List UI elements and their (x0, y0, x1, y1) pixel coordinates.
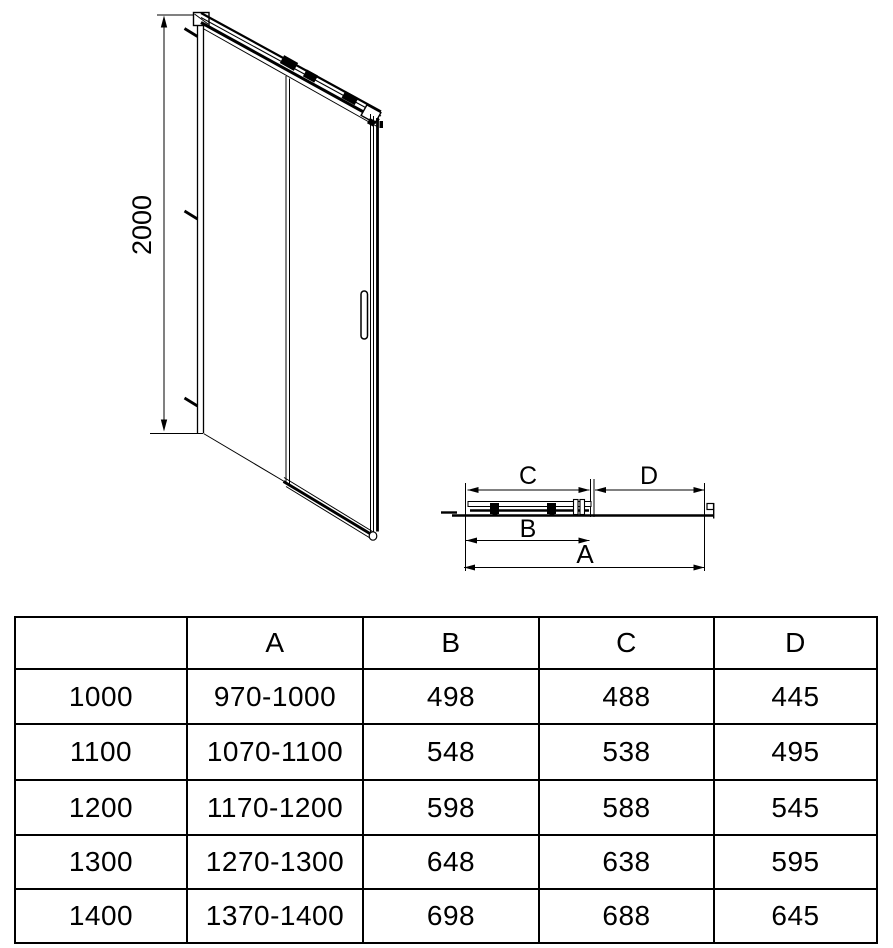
dimension-a (464, 539, 705, 571)
wall-bracket-plan (707, 504, 714, 510)
table-row (16, 725, 876, 781)
dimension-a-label: A (576, 539, 594, 569)
value-cell-b: 598 (364, 781, 540, 836)
height-dimension-label: 2000 (127, 194, 157, 256)
value-cell-d: 445 (715, 670, 876, 725)
header-cell-a: A (188, 618, 364, 670)
height-dimension (127, 15, 203, 434)
value-cell-a: 970-1000 (188, 670, 364, 725)
dimension-d-label: D (639, 462, 659, 490)
value-cell-b: 648 (364, 836, 540, 890)
table-row (16, 670, 876, 725)
size-cell: 1000 (16, 670, 188, 725)
wall-bracket-bottom (185, 398, 198, 406)
arrow-right-icon (694, 487, 705, 493)
value-cell-b: 498 (364, 670, 540, 725)
header-cell-size (16, 618, 188, 670)
value-cell-a: 1270-1300 (188, 836, 364, 890)
value-cell-d: 545 (715, 781, 876, 836)
table-row (16, 781, 876, 836)
arrow-right-icon (579, 487, 590, 493)
bottom-rail (284, 478, 377, 541)
wall-bracket-middle (185, 211, 198, 219)
dimension-c (468, 462, 590, 493)
value-cell-d: 495 (715, 725, 876, 781)
sliding-panel-stile (286, 76, 290, 484)
arrow-right-icon (694, 565, 705, 571)
value-cell-c: 638 (540, 836, 715, 890)
header-cell-b: B (364, 618, 540, 670)
right-frame-post (371, 114, 384, 535)
value-cell-d: 645 (771, 900, 820, 931)
header-cell-d: D (715, 618, 876, 670)
arrow-left-icon (595, 487, 606, 493)
table-header-row (16, 618, 876, 670)
value-cell-d: 595 (715, 836, 876, 890)
value-cell-b: 548 (364, 725, 540, 781)
door-plan-view (441, 462, 714, 571)
dimension-b-label: B (519, 515, 537, 543)
size-cell: 1400 (16, 890, 188, 942)
bottom-rail-end-cap (369, 532, 377, 540)
arrow-down-icon (161, 420, 167, 432)
fixed-panel-bottom-edge (204, 434, 287, 483)
door-handle (361, 291, 368, 339)
dimension-c-label: C (518, 462, 538, 490)
arrow-left-icon (466, 538, 477, 544)
size-table (14, 616, 878, 944)
dimension-b (466, 515, 590, 544)
value-cell-a: 1370-1400 (188, 890, 364, 942)
size-cell: 1300 (16, 836, 188, 890)
door-front-view (127, 13, 383, 541)
value-cell-c: 588 (540, 781, 715, 836)
panel-clamp (574, 500, 579, 515)
value-cell-a: 1070-1100 (188, 725, 364, 781)
wall-bracket-top (185, 29, 198, 37)
arrow-up-icon (161, 16, 167, 28)
value-cell-a: 1170-1200 (188, 781, 364, 836)
sliding-panel-plan (468, 500, 591, 516)
wall-profile (185, 13, 210, 434)
arrow-left-icon (468, 487, 479, 493)
value-cell-c: 688 (540, 890, 715, 942)
size-cell: 1200 (16, 781, 188, 836)
value-cell-b: 698 (364, 890, 540, 942)
size-cell: 1100 (16, 725, 188, 781)
value-cell-c: 538 (540, 725, 715, 781)
table-row (16, 836, 876, 890)
top-rail (201, 13, 381, 127)
header-cell-c: C (540, 618, 715, 670)
table-row (16, 890, 876, 942)
value-cell-c: 488 (540, 670, 715, 725)
panel-clamp (580, 500, 585, 515)
dimension-d (595, 462, 705, 493)
